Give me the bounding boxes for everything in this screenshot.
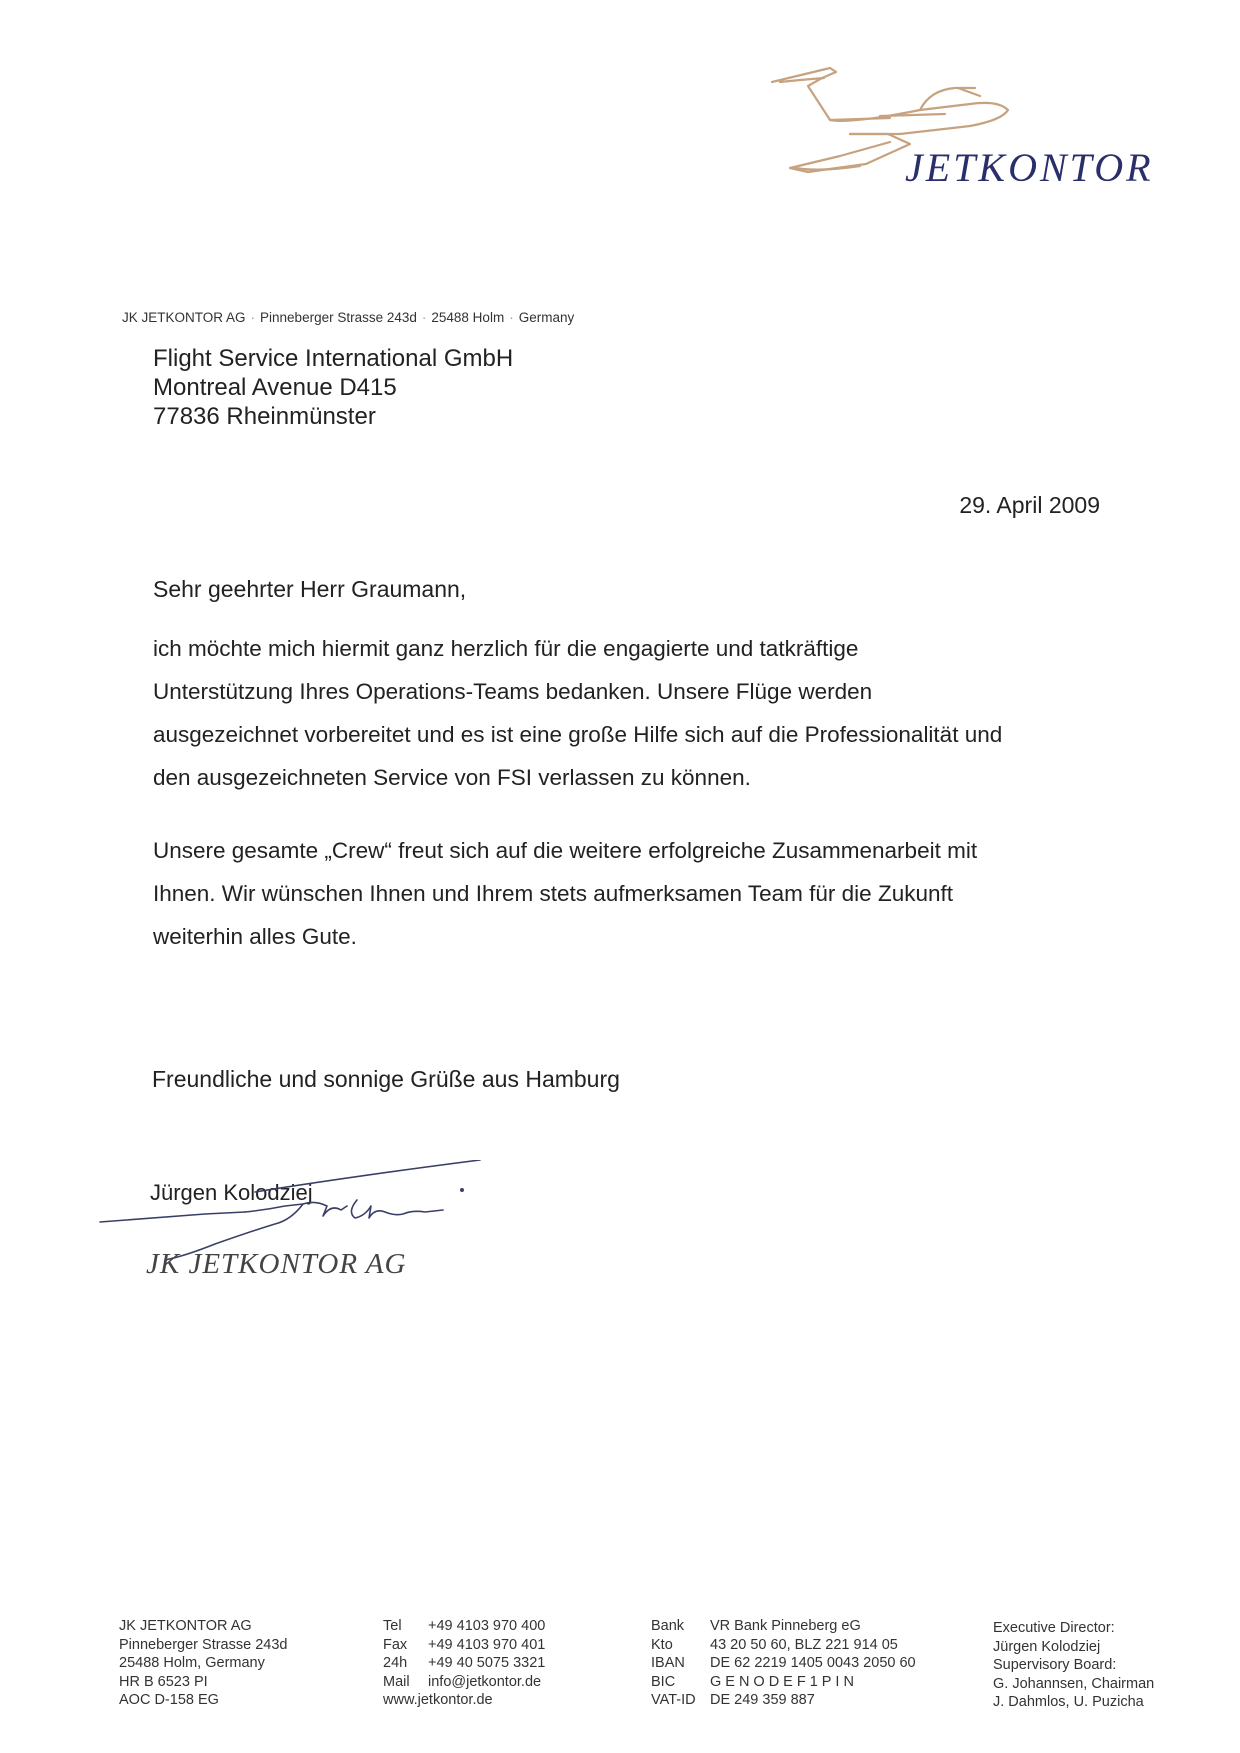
footer-bank-key: IBAN (651, 1655, 685, 1671)
footer-kto-value: 43 20 50 60, BLZ 221 914 05 (710, 1636, 898, 1653)
salutation: Sehr geehrter Herr Graumann, (153, 576, 467, 602)
footer-company-street: Pinneberger Strasse 243d (119, 1636, 288, 1653)
footer-bank-key: BIC (651, 1673, 676, 1690)
footer-contact-key: Tel (383, 1618, 402, 1634)
paragraph-line: Unsere gesamte „Crew“ freut sich auf die weitere erfolgreiche Zusammenarbeit mit (153, 838, 978, 863)
company-stamp: JK JETKONTOR AG (146, 1248, 407, 1280)
sender-street: Pinneberger Strasse 243d (260, 310, 417, 325)
footer-vat-row (651, 1691, 916, 1710)
footer-company-register: HR B 6523 PI (119, 1673, 208, 1690)
footer-bank-value: VR Bank Pinneberg eG (710, 1618, 861, 1634)
footer-company-info (119, 1617, 287, 1710)
footer-board-line: Supervisory Board: (993, 1657, 1117, 1673)
footer-website: www.jetkontor.de (383, 1692, 493, 1708)
footer-bic-value: GENODEF1PIN (710, 1673, 858, 1690)
footer-24h-value: +49 40 5075 3321 (428, 1655, 546, 1671)
sender-city: 25488 Holm (431, 310, 505, 325)
footer-24h-row (383, 1654, 545, 1673)
paragraph-line: Unterstützung Ihres Operations-Teams bedanken. Unsere Flüge werden (153, 679, 873, 704)
footer-company-aoc: AOC D-158 EG (119, 1692, 219, 1708)
sender-address-line: JK JETKONTOR AG · Pinneberger Strasse 243d · 25488 Holm · Germany (122, 310, 575, 325)
paragraph-line: weiterhin alles Gute. (153, 924, 357, 949)
footer-company-city: 25488 Holm, Germany (119, 1655, 265, 1671)
body-paragraph-2 (153, 829, 1113, 958)
footer-bank-row (651, 1617, 916, 1636)
footer-bic-row (651, 1673, 916, 1692)
sender-company: JK JETKONTOR AG (122, 310, 246, 325)
footer-bank-key: Kto (651, 1636, 673, 1653)
footer-tel-value: +49 4103 970 400 (428, 1618, 546, 1634)
recipient-company: Flight Service International GmbH (153, 345, 514, 372)
recipient-street: Montreal Avenue D415 (153, 374, 397, 401)
letter-date: 29. April 2009 (959, 492, 1100, 518)
footer-contact-key: Fax (383, 1636, 408, 1653)
footer-fax-value: +49 4103 970 401 (428, 1636, 546, 1653)
footer-mail-row (383, 1673, 545, 1692)
paragraph-line: ich möchte mich hiermit ganz herzlich für die engagierte und tatkräftige (153, 636, 859, 661)
footer-bank-key: Bank (651, 1618, 685, 1634)
sender-country: Germany (518, 310, 575, 325)
footer-iban-row (651, 1654, 916, 1673)
footer-board-info (993, 1619, 1154, 1712)
footer-bank-key: VAT-ID (651, 1692, 696, 1708)
footer-company-name: JK JETKONTOR AG (119, 1618, 252, 1634)
body-paragraph-1 (153, 627, 1113, 799)
recipient-address (153, 344, 513, 431)
footer-board-line: G. Johannsen, Chairman (993, 1675, 1155, 1692)
footer-board-line: J. Dahmlos, U. Puzicha (993, 1694, 1144, 1710)
footer-contact-key: 24h (383, 1655, 408, 1671)
footer-contact-key: Mail (383, 1673, 410, 1690)
paragraph-line: Ihnen. Wir wünschen Ihnen und Ihrem stets aufmerksamen Team für die Zukunft (153, 881, 953, 906)
company-logo-wordmark: JETKONTOR (905, 145, 1154, 190)
closing-phrase: Freundliche und sonnige Grüße aus Hamburg (152, 1066, 620, 1092)
footer-fax-row (383, 1636, 545, 1655)
signer-name: Jürgen Kolodziej (150, 1180, 313, 1205)
paragraph-line: ausgezeichnet vorbereitet und es ist eine große Hilfe sich auf die Professionalität und (153, 722, 1003, 747)
footer-bank-info (651, 1617, 916, 1710)
footer-contact-info (383, 1617, 545, 1710)
footer-tel-row (383, 1617, 545, 1636)
footer-board-line: Jürgen Kolodziej (993, 1638, 1101, 1655)
footer-vat-value: DE 249 359 887 (710, 1692, 815, 1708)
footer-mail-value: info@jetkontor.de (428, 1673, 542, 1690)
footer-kto-row (651, 1636, 916, 1655)
footer-board-line: Executive Director: (993, 1620, 1115, 1636)
paragraph-line: den ausgezeichneten Service von FSI verlassen zu können. (153, 765, 751, 790)
footer-iban-value: DE 62 2219 1405 0043 2050 60 (710, 1655, 916, 1671)
recipient-city: 77836 Rheinmünster (153, 403, 376, 430)
